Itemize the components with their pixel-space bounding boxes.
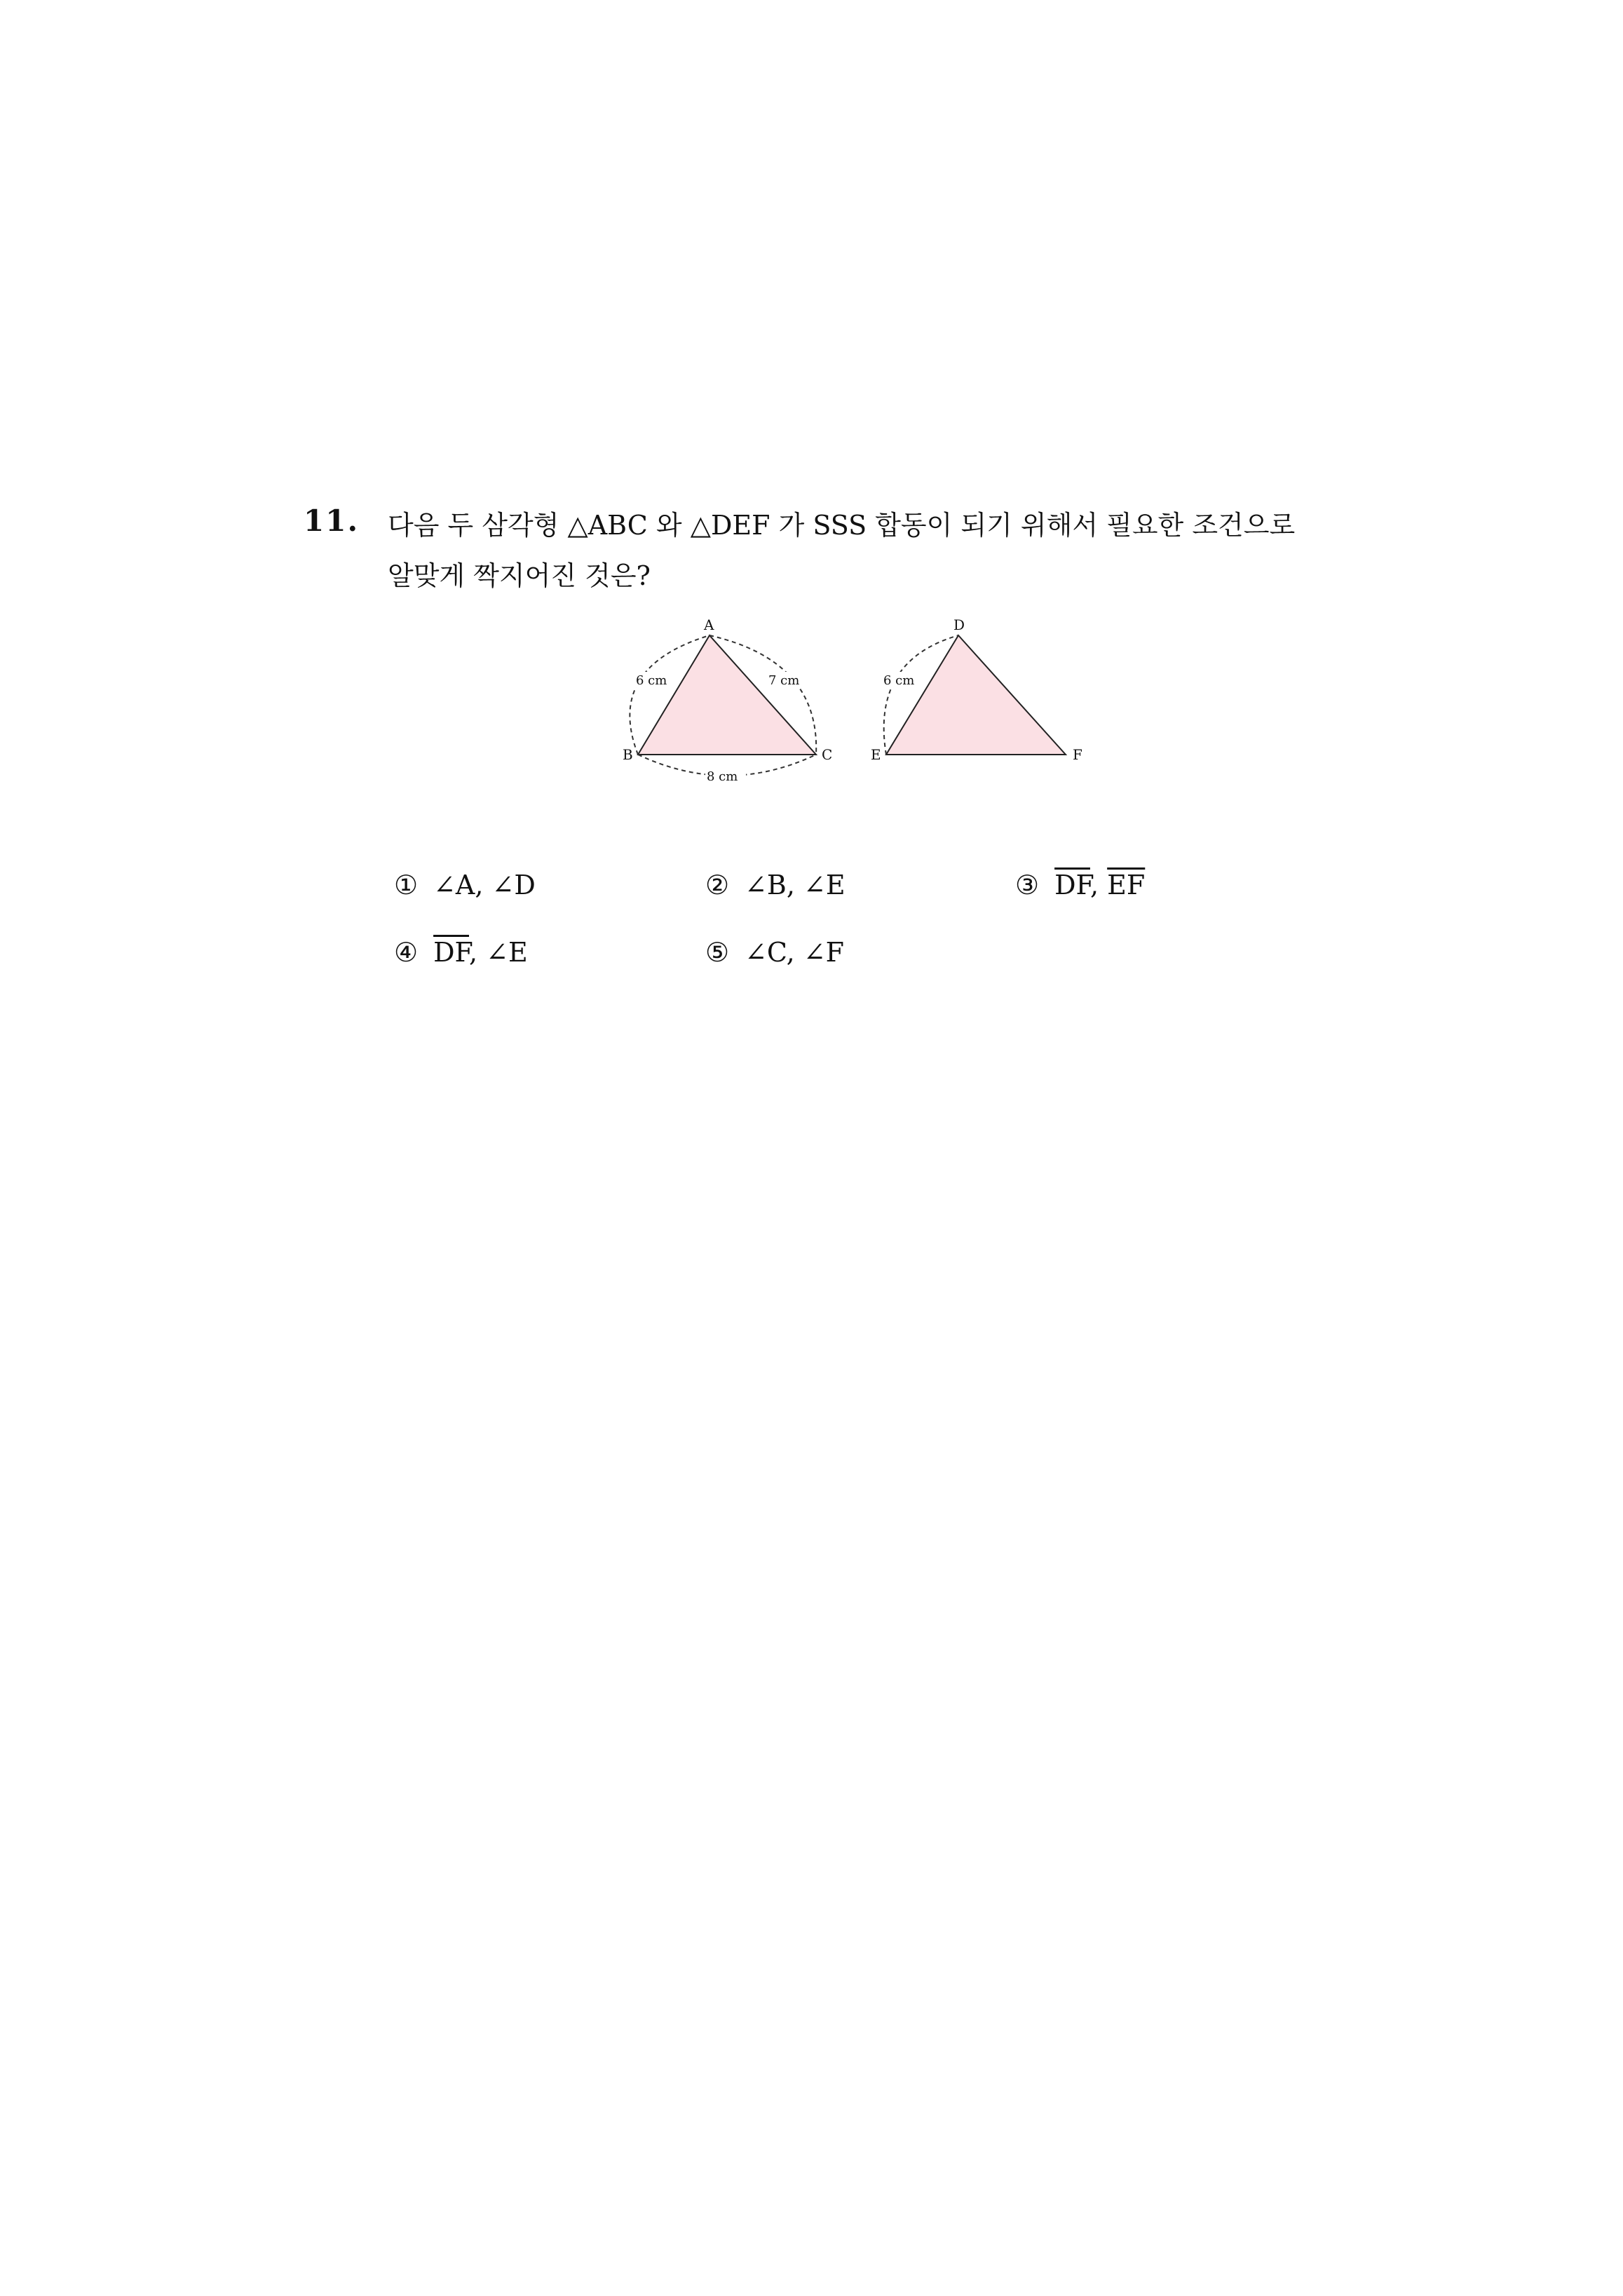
choice-4-sep: ,: [469, 937, 487, 968]
choice-1-marker: ①: [394, 870, 419, 900]
choice-3-first: $\overline{DF}$: [1054, 870, 1090, 900]
choice-3-sep: ,: [1090, 870, 1108, 900]
choice-2-sep: ,: [786, 870, 804, 900]
choice-5[interactable]: [705, 937, 844, 968]
choice-1-sep: ,: [475, 870, 492, 900]
length-de: 6 cm: [883, 673, 915, 688]
label-d: D: [953, 616, 965, 633]
choice-5-sep: ,: [786, 937, 803, 968]
question-number: 11.: [304, 504, 360, 538]
choice-4[interactable]: [394, 937, 528, 968]
choice-4-marker: ④: [394, 937, 419, 968]
label-c: C: [822, 746, 833, 763]
triangle-abc: [638, 635, 816, 755]
choice-5-second: ∠F: [803, 937, 845, 968]
length-bc: 8 cm: [707, 769, 738, 784]
label-b: B: [623, 746, 633, 763]
triangle-def: [886, 635, 1066, 755]
question-text-line2: 알맞게 짝지어진 것은?: [388, 560, 651, 591]
length-ab: 6 cm: [636, 673, 667, 688]
choice-1-second: ∠D: [491, 870, 536, 900]
length-ac: 7 cm: [768, 673, 800, 688]
label-f: F: [1073, 746, 1082, 763]
choice-1[interactable]: [394, 870, 536, 900]
question-text-line1: 다음 두 삼각형 △ABC 와 △DEF 가 SSS 합동이 되기 위해서 필요한 조건으로: [388, 510, 1296, 541]
choice-2-second: ∠E: [803, 870, 846, 900]
choice-3[interactable]: [1015, 870, 1145, 900]
choice-5-first: ∠C: [745, 937, 787, 968]
choice-2[interactable]: [705, 870, 846, 900]
choice-5-marker: ⑤: [705, 937, 730, 968]
choice-3-marker: ③: [1015, 870, 1040, 900]
triangles-figure: [610, 612, 1101, 794]
choice-1-first: ∠A: [433, 870, 475, 900]
choice-2-first: ∠B: [745, 870, 787, 900]
choice-4-second: ∠E: [486, 937, 528, 968]
label-e: E: [871, 746, 881, 763]
choice-3-second: $\overline{EF}$: [1107, 870, 1146, 900]
choice-4-first: $\overline{DF}$: [433, 937, 469, 968]
choice-2-marker: ②: [705, 870, 730, 900]
label-a: A: [704, 616, 714, 633]
